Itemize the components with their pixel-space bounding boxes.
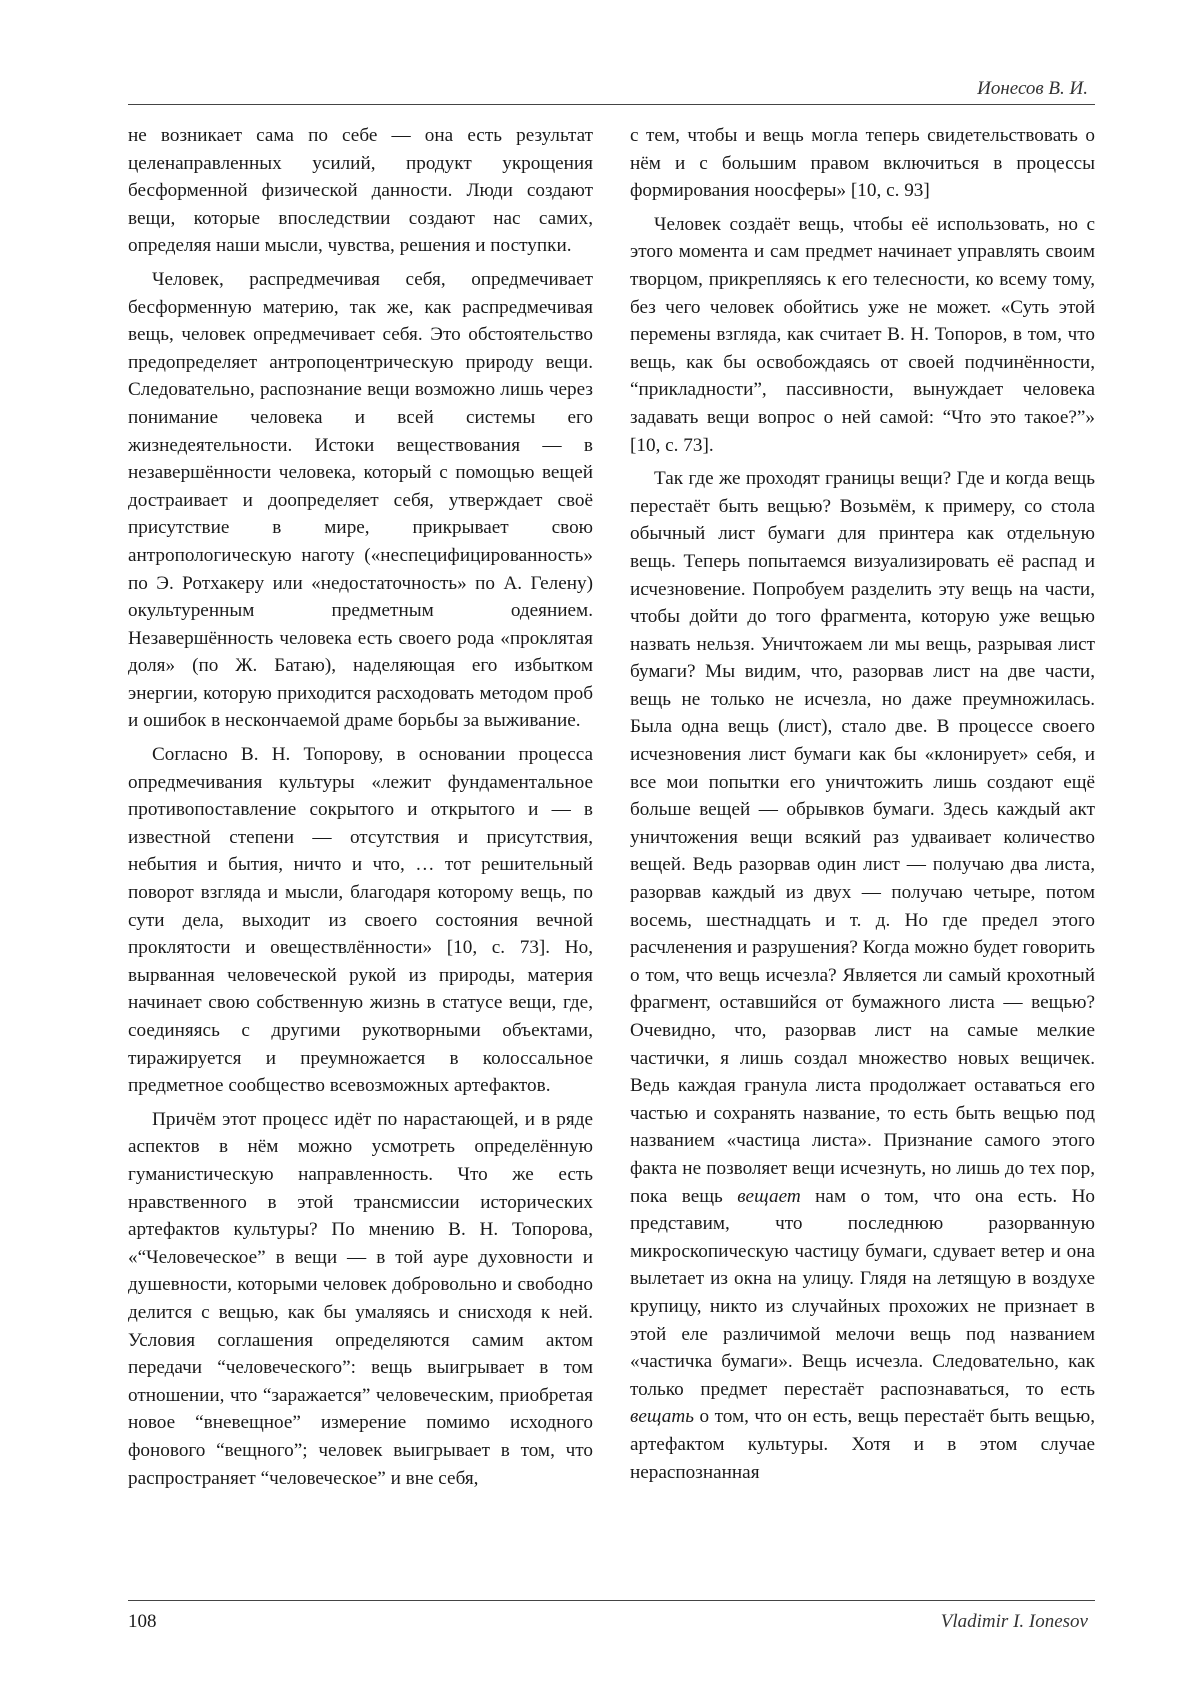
text-run: Так где же проходят границы вещи? Где и когда вещь перестаёт быть вещью? Возьмём, к примеру, со стола обычный лист бумаги для принтера как отдельную вещь. Теперь попытаемся визуализировать её распад и исчезновение. Попробуем разделить эту вещь на части, чтобы дойти до того фрагмента, которую уже вещью назвать нельзя. Уничтожаем ли мы вещь, разрывая лист бумаги? Мы видим, что, разорвав лист на две части, вещь не только не исчезла, но даже преумножилась. Была одна вещь (лист), стало две. В процессе своего исчезновения лист бумаги как бы «клонирует» себя, и все мои попытки его уничтожить лишь создают ещё больше вещей — обрывков бумаги. Здесь каждый акт уничтожения вещи всякий раз удваивает количество вещей. Ведь разорвав один лист — получаю два листа, разорвав каждый из двух — получаю четыре, потом восемь, шестнадцать и т. д. Но где предел этого расчленения и разрушения? Когда можно будет говорить о том, что вещь исчезла? Является ли самый крохотный фрагмент, оставшийся от бумажного листа — вещью? Очевидно, что, разорвав лист на самые мелкие частички, я лишь создал множество новых вещичек. Ведь каждая гранула листа продолжает оставаться его частью и сохранять название, то есть быть вещью под названием «частица листа». Признание самого этого факта не позволяет вещи исчезнуть, но лишь до тех пор, пока вещь bbox=[630, 468, 1095, 1207]
paragraph: Человек, распредмечивая себя, опредмечивает бесформенную материю, так же, как распредмечивая вещь, человек опредмечивает себя. Это обстоятельство предопределяет антропоцентрическую природу вещи. Следовательно, распознание вещи возможно лишь через понимание человека и всей системы его жизнедеятельности. Истоки веществования — в незавершённости человека, который с помощью вещей достраивает и доопределяет себя, утверждает своё присутствие в мире, прикрывает свою антропологическую наготу («неспецифицированность» по Э. Ротхакеру или «недостаточность» по А. Гелену) окультуренным предметным одеянием. Незавершённость человека есть своего рода «проклятая доля» (по Ж. Батаю), наделяющая его избытком энергии, которую приходится расходовать методом проб и ошибок в нескончаемой драме борьбы за выживание. bbox=[128, 268, 593, 732]
right-column bbox=[630, 122, 1095, 1492]
running-header-author: Ионесов В. И. bbox=[977, 78, 1088, 99]
emphasis: вещать bbox=[630, 1406, 694, 1428]
emphasis: вещает bbox=[737, 1185, 801, 1207]
paragraph: Согласно В. Н. Топорову, в основании процесса опредмечивания культуры «лежит фундаментальное противопоставление сокрытого и открытого и — в известной степени — отсутствия и присутствия, небытия и бытия, ничто и что, … тот решительный поворот взгляда и мысли, благодаря которому вещь, по сути дела, выходит из своего состояния вечной проклятости и овеществлённости» [10, с. 73]. Но, вырванная человеческой рукой из природы, материя начинает свою собственную жизнь в статусе вещи, где, соединяясь с другими рукотворными объектами, тиражируется и преумножается в колоссальное предметное сообщество всевозможных артефактов. bbox=[128, 744, 593, 1097]
text-run: нам о том, что она есть. Но представим, что последнюю разорванную микроскопическую частицу бумаги, сдувает ветер и она вылетает из окна на улицу. Глядя на летящую в воздухе крупицу, никто из случайных прохожих не признает в этой еле различимой мелочи вещь под названием «частичка бумаги». Вещь исчезла. Следовательно, как только предмет перестаёт распознаваться, то есть bbox=[630, 1185, 1096, 1400]
left-column bbox=[128, 122, 593, 1498]
page-number: 108 bbox=[128, 1611, 157, 1632]
paragraph bbox=[630, 465, 1095, 1486]
paragraph: с тем, чтобы и вещь могла теперь свидетельствовать о нём и с большим правом включиться в процессы формирования ноосферы» [10, с. 93] bbox=[630, 125, 1095, 202]
footer-rule bbox=[128, 1600, 1095, 1601]
paragraph: Человек создаёт вещь, чтобы её использовать, но с этого момента и сам предмет начинает управлять своим творцом, прикрепляясь к его телесности, ко всему тому, без чего человек обойтись уже не может. «Суть этой перемены взгляда, как считает В. Н. Топоров, в том, что вещь, как бы освобождаясь от своей подчинённости, “прикладности”, пассивности, вынуждает человека задавать вещи вопрос о ней самой: “Что это такое?”» [10, с. 73]. bbox=[630, 213, 1095, 456]
paragraph: не возникает сама по себе — она есть результат целенаправленных усилий, продукт укрощения бесформенной физической данности. Люди создают вещи, которые впоследствии создают нас самих, определяя наши мысли, чувства, решения и поступки. bbox=[128, 125, 593, 257]
header-rule bbox=[128, 104, 1095, 105]
running-footer-author: Vladimir I. Ionesov bbox=[940, 1611, 1088, 1632]
text-run: о том, что он есть, вещь перестаёт быть вещью, артефактом культуры. Хотя и в этом случае нераспознанная bbox=[630, 1406, 1095, 1483]
paragraph: Причём этот процесс идёт по нарастающей, и в ряде аспектов в нём можно усмотреть определённую гуманистическую направленность. Что же есть нравственного в этой трансмиссии исторических артефактов культуры? По мнению В. Н. Топорова, «“Человеческое” в вещи — в той ауре духовности и душевности, которыми человек добровольно и свободно делится с вещью, как бы умаляясь и снисходя к ней. Условия соглашения определяются самим актом передачи “человеческого”: вещь выигрывает в том отношении, что “заражается” человеческим, приобретая новое “вневещное” измерение помимо исходного фонового “вещного”; человек выигрывает в том, что распространяет “человеческое” и вне себя, bbox=[128, 1108, 593, 1489]
